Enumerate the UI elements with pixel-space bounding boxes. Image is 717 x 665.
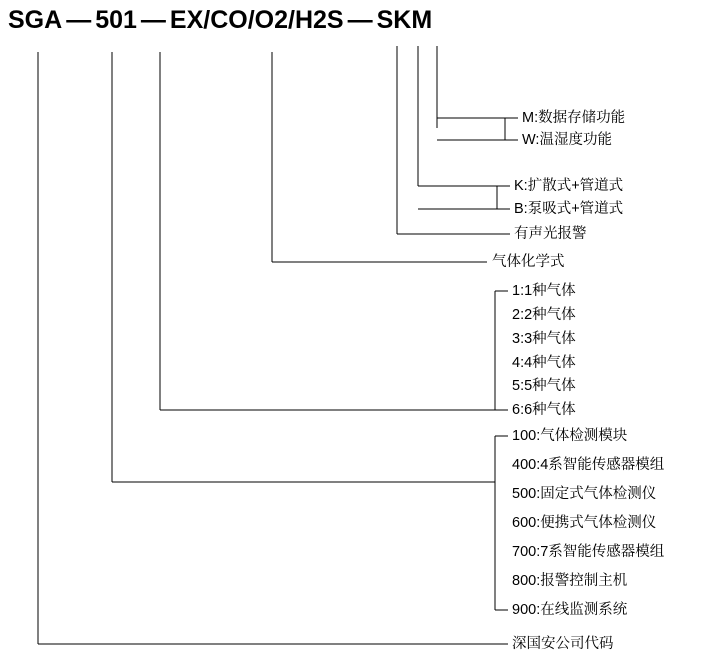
label-product-type-400: 400:4系智能传感器模组 xyxy=(512,457,665,473)
code-dash-2: — xyxy=(140,6,166,34)
code-part-sga: SGA xyxy=(8,6,63,34)
label-alarm: 有声光报警 xyxy=(514,226,587,242)
label-product-type-900: 900:在线监测系统 xyxy=(512,602,628,618)
label-product-type-600: 600:便携式气体检测仪 xyxy=(512,515,657,531)
label-sampling-b: B:泵吸式+管道式 xyxy=(514,201,624,217)
label-product-type-500: 500:固定式气体检测仪 xyxy=(512,486,657,502)
code-part-gases: EX/CO/O2/H2S xyxy=(169,6,344,34)
label-gas-count-3: 3:3种气体 xyxy=(512,331,576,347)
code-part-m: M xyxy=(411,6,433,34)
label-gas-count-5: 5:5种气体 xyxy=(512,378,576,394)
label-gas-count-6: 6:6种气体 xyxy=(512,402,576,418)
label-sampling-k: K:扩散式+管道式 xyxy=(514,178,624,194)
label-gas-count-1: 1:1种气体 xyxy=(512,283,576,299)
label-product-type-100: 100:气体检测模块 xyxy=(512,428,628,444)
code-part-sk: SK xyxy=(376,6,412,34)
label-company-code: 深国安公司代码 xyxy=(512,636,614,652)
label-gas-principle: 气体化学式 xyxy=(492,254,565,270)
label-storage-m: M:数据存储功能 xyxy=(522,110,626,126)
label-product-type-700: 700:7系智能传感器模组 xyxy=(512,544,665,560)
code-dash-3: — xyxy=(347,6,373,34)
label-gas-count-4: 4:4种气体 xyxy=(512,355,576,371)
code-part-series: 501 xyxy=(95,6,137,34)
label-storage-w: W:温湿度功能 xyxy=(522,132,612,148)
code-dash-1: — xyxy=(66,6,92,34)
label-product-type-800: 800:报警控制主机 xyxy=(512,573,628,589)
label-gas-count-2: 2:2种气体 xyxy=(512,307,576,323)
